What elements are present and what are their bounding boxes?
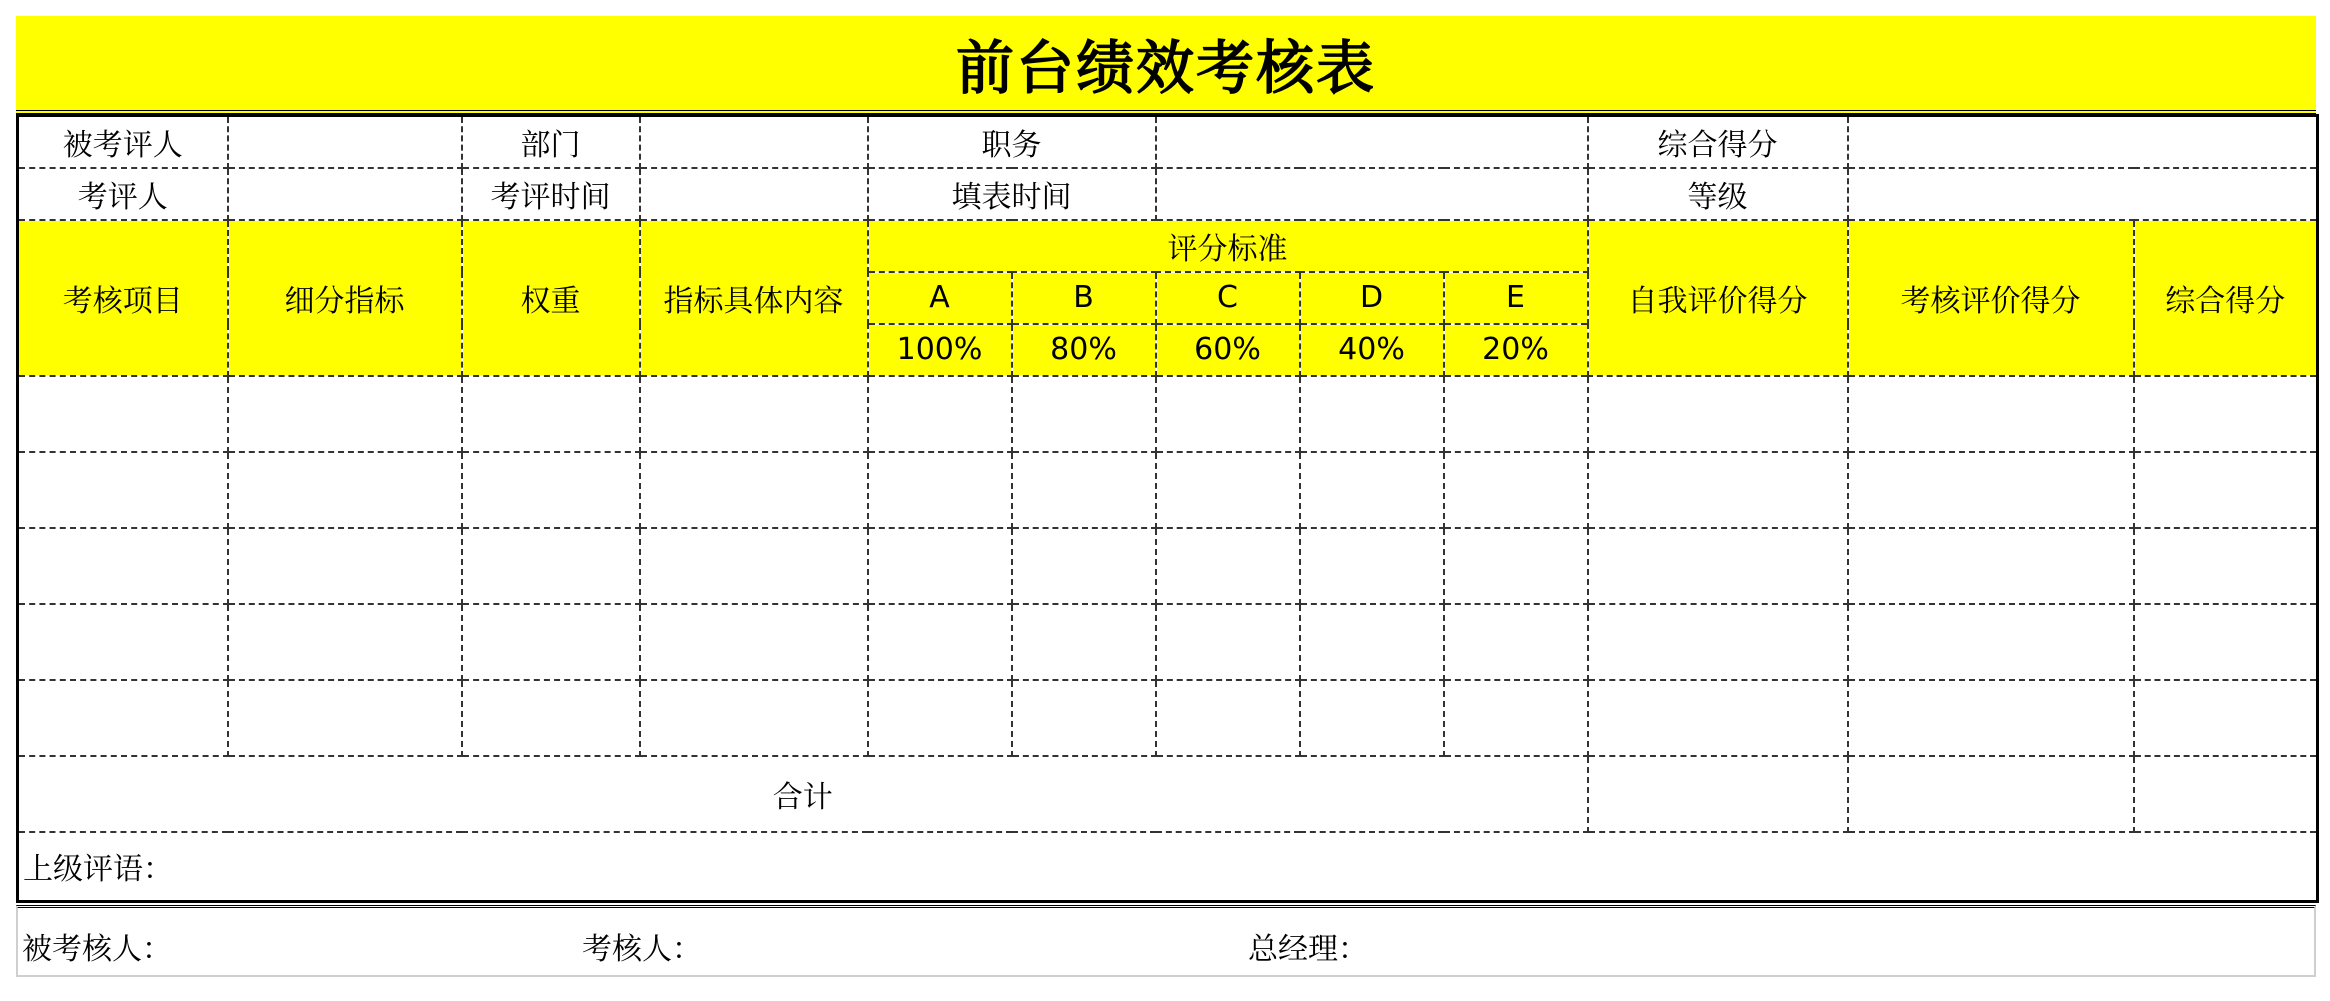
table-cell[interactable] xyxy=(462,680,640,756)
table-cell[interactable] xyxy=(1012,376,1156,452)
table-cell[interactable] xyxy=(18,604,228,680)
total-self-score-cell[interactable] xyxy=(1588,756,1848,832)
table-cell[interactable] xyxy=(1012,528,1156,604)
table-cell[interactable] xyxy=(1588,528,1848,604)
header-total-score: 综合得分 xyxy=(2134,220,2318,376)
table-row xyxy=(18,376,2318,452)
grade-c: C xyxy=(1156,272,1300,324)
table-cell[interactable] xyxy=(1300,528,1444,604)
table-row xyxy=(18,452,2318,528)
sheet-title: 前台绩效考核表 xyxy=(16,16,2316,114)
table-cell[interactable] xyxy=(640,452,868,528)
table-cell[interactable] xyxy=(18,376,228,452)
table-cell[interactable] xyxy=(1444,528,1588,604)
table-cell[interactable] xyxy=(640,376,868,452)
department-value-cell[interactable] xyxy=(640,116,868,168)
label-fill-time: 填表时间 xyxy=(868,168,1156,220)
percent-b: 80% xyxy=(1012,324,1156,376)
table-cell[interactable] xyxy=(1588,376,1848,452)
table-row xyxy=(18,528,2318,604)
table-cell[interactable] xyxy=(868,604,1012,680)
table-cell[interactable] xyxy=(1300,604,1444,680)
table-cell[interactable] xyxy=(1444,452,1588,528)
table-cell[interactable] xyxy=(1300,452,1444,528)
appraisal-sheet xyxy=(16,16,2316,977)
header-row-1 xyxy=(18,220,2318,272)
table-cell[interactable] xyxy=(1156,452,1300,528)
total-review-score-cell[interactable] xyxy=(1848,756,2134,832)
table-cell[interactable] xyxy=(228,376,462,452)
header-review-score: 考核评价得分 xyxy=(1848,220,2134,376)
position-value-cell[interactable] xyxy=(1156,116,1588,168)
table-cell[interactable] xyxy=(462,604,640,680)
table-cell[interactable] xyxy=(1012,604,1156,680)
review-time-value-cell[interactable] xyxy=(640,168,868,220)
grade-value-cell[interactable] xyxy=(1848,168,2318,220)
info-row-1 xyxy=(18,116,2318,168)
table-cell[interactable] xyxy=(1848,452,2134,528)
table-cell[interactable] xyxy=(1588,452,1848,528)
percent-c: 60% xyxy=(1156,324,1300,376)
table-cell[interactable] xyxy=(1588,680,1848,756)
info-row-2 xyxy=(18,168,2318,220)
table-cell[interactable] xyxy=(18,528,228,604)
table-cell[interactable] xyxy=(1444,680,1588,756)
table-cell[interactable] xyxy=(1588,604,1848,680)
table-cell[interactable] xyxy=(462,452,640,528)
signature-footer xyxy=(16,905,2316,977)
supervisor-comment-label: 上级评语： xyxy=(23,852,173,888)
grade-d: D xyxy=(1300,272,1444,324)
label-assessor: 考评人 xyxy=(18,168,228,220)
assessee-value-cell[interactable] xyxy=(228,116,462,168)
header-standard: 评分标准 xyxy=(868,220,1588,272)
header-content: 指标具体内容 xyxy=(640,220,868,376)
supervisor-comment-cell[interactable] xyxy=(18,832,2318,902)
total-label: 合计 xyxy=(18,756,1588,832)
table-cell[interactable] xyxy=(868,376,1012,452)
table-cell[interactable] xyxy=(1156,680,1300,756)
table-cell[interactable] xyxy=(228,680,462,756)
table-cell[interactable] xyxy=(2134,604,2318,680)
grade-e: E xyxy=(1444,272,1588,324)
table-cell[interactable] xyxy=(1156,604,1300,680)
header-item: 考核项目 xyxy=(18,220,228,376)
table-cell[interactable] xyxy=(640,604,868,680)
table-cell[interactable] xyxy=(2134,452,2318,528)
table-cell[interactable] xyxy=(868,452,1012,528)
grade-b: B xyxy=(1012,272,1156,324)
label-assessee: 被考评人 xyxy=(18,116,228,168)
table-cell[interactable] xyxy=(18,680,228,756)
percent-e: 20% xyxy=(1444,324,1588,376)
table-row xyxy=(18,604,2318,680)
appraisal-table xyxy=(16,114,2319,903)
assessor-value-cell[interactable] xyxy=(228,168,462,220)
assessor-signature-label: 考核人： xyxy=(582,932,702,967)
table-cell[interactable] xyxy=(228,604,462,680)
header-self-score: 自我评价得分 xyxy=(1588,220,1848,376)
table-cell[interactable] xyxy=(1012,680,1156,756)
overall-score-value-cell[interactable] xyxy=(1848,116,2318,168)
comment-row xyxy=(18,832,2318,902)
table-cell[interactable] xyxy=(868,528,1012,604)
table-cell[interactable] xyxy=(1444,604,1588,680)
table-cell[interactable] xyxy=(1156,528,1300,604)
grade-a: A xyxy=(868,272,1012,324)
label-grade: 等级 xyxy=(1588,168,1848,220)
table-cell[interactable] xyxy=(640,680,868,756)
header-sub-indicator: 细分指标 xyxy=(228,220,462,376)
table-cell[interactable] xyxy=(228,528,462,604)
table-cell[interactable] xyxy=(1848,376,2134,452)
table-cell[interactable] xyxy=(1012,452,1156,528)
percent-d: 40% xyxy=(1300,324,1444,376)
table-cell[interactable] xyxy=(2134,680,2318,756)
label-review-time: 考评时间 xyxy=(462,168,640,220)
table-cell[interactable] xyxy=(1300,680,1444,756)
total-overall-score-cell[interactable] xyxy=(2134,756,2318,832)
table-cell[interactable] xyxy=(868,680,1012,756)
assessee-signature-label: 被考核人： xyxy=(22,932,172,967)
table-cell[interactable] xyxy=(228,452,462,528)
table-cell[interactable] xyxy=(18,452,228,528)
manager-signature-label: 总经理： xyxy=(1248,932,1368,967)
fill-time-value-cell[interactable] xyxy=(1156,168,1588,220)
table-cell[interactable] xyxy=(2134,528,2318,604)
table-cell[interactable] xyxy=(1848,680,2134,756)
label-overall-score: 综合得分 xyxy=(1588,116,1848,168)
table-cell[interactable] xyxy=(2134,376,2318,452)
table-cell[interactable] xyxy=(462,376,640,452)
table-cell[interactable] xyxy=(1444,376,1588,452)
table-cell[interactable] xyxy=(640,528,868,604)
percent-a: 100% xyxy=(868,324,1012,376)
header-weight: 权重 xyxy=(462,220,640,376)
table-cell[interactable] xyxy=(462,528,640,604)
label-position: 职务 xyxy=(868,116,1156,168)
table-cell[interactable] xyxy=(1156,376,1300,452)
table-cell[interactable] xyxy=(1300,376,1444,452)
table-row xyxy=(18,680,2318,756)
table-cell[interactable] xyxy=(1848,528,2134,604)
total-row xyxy=(18,756,2318,832)
label-department: 部门 xyxy=(462,116,640,168)
table-cell[interactable] xyxy=(1848,604,2134,680)
